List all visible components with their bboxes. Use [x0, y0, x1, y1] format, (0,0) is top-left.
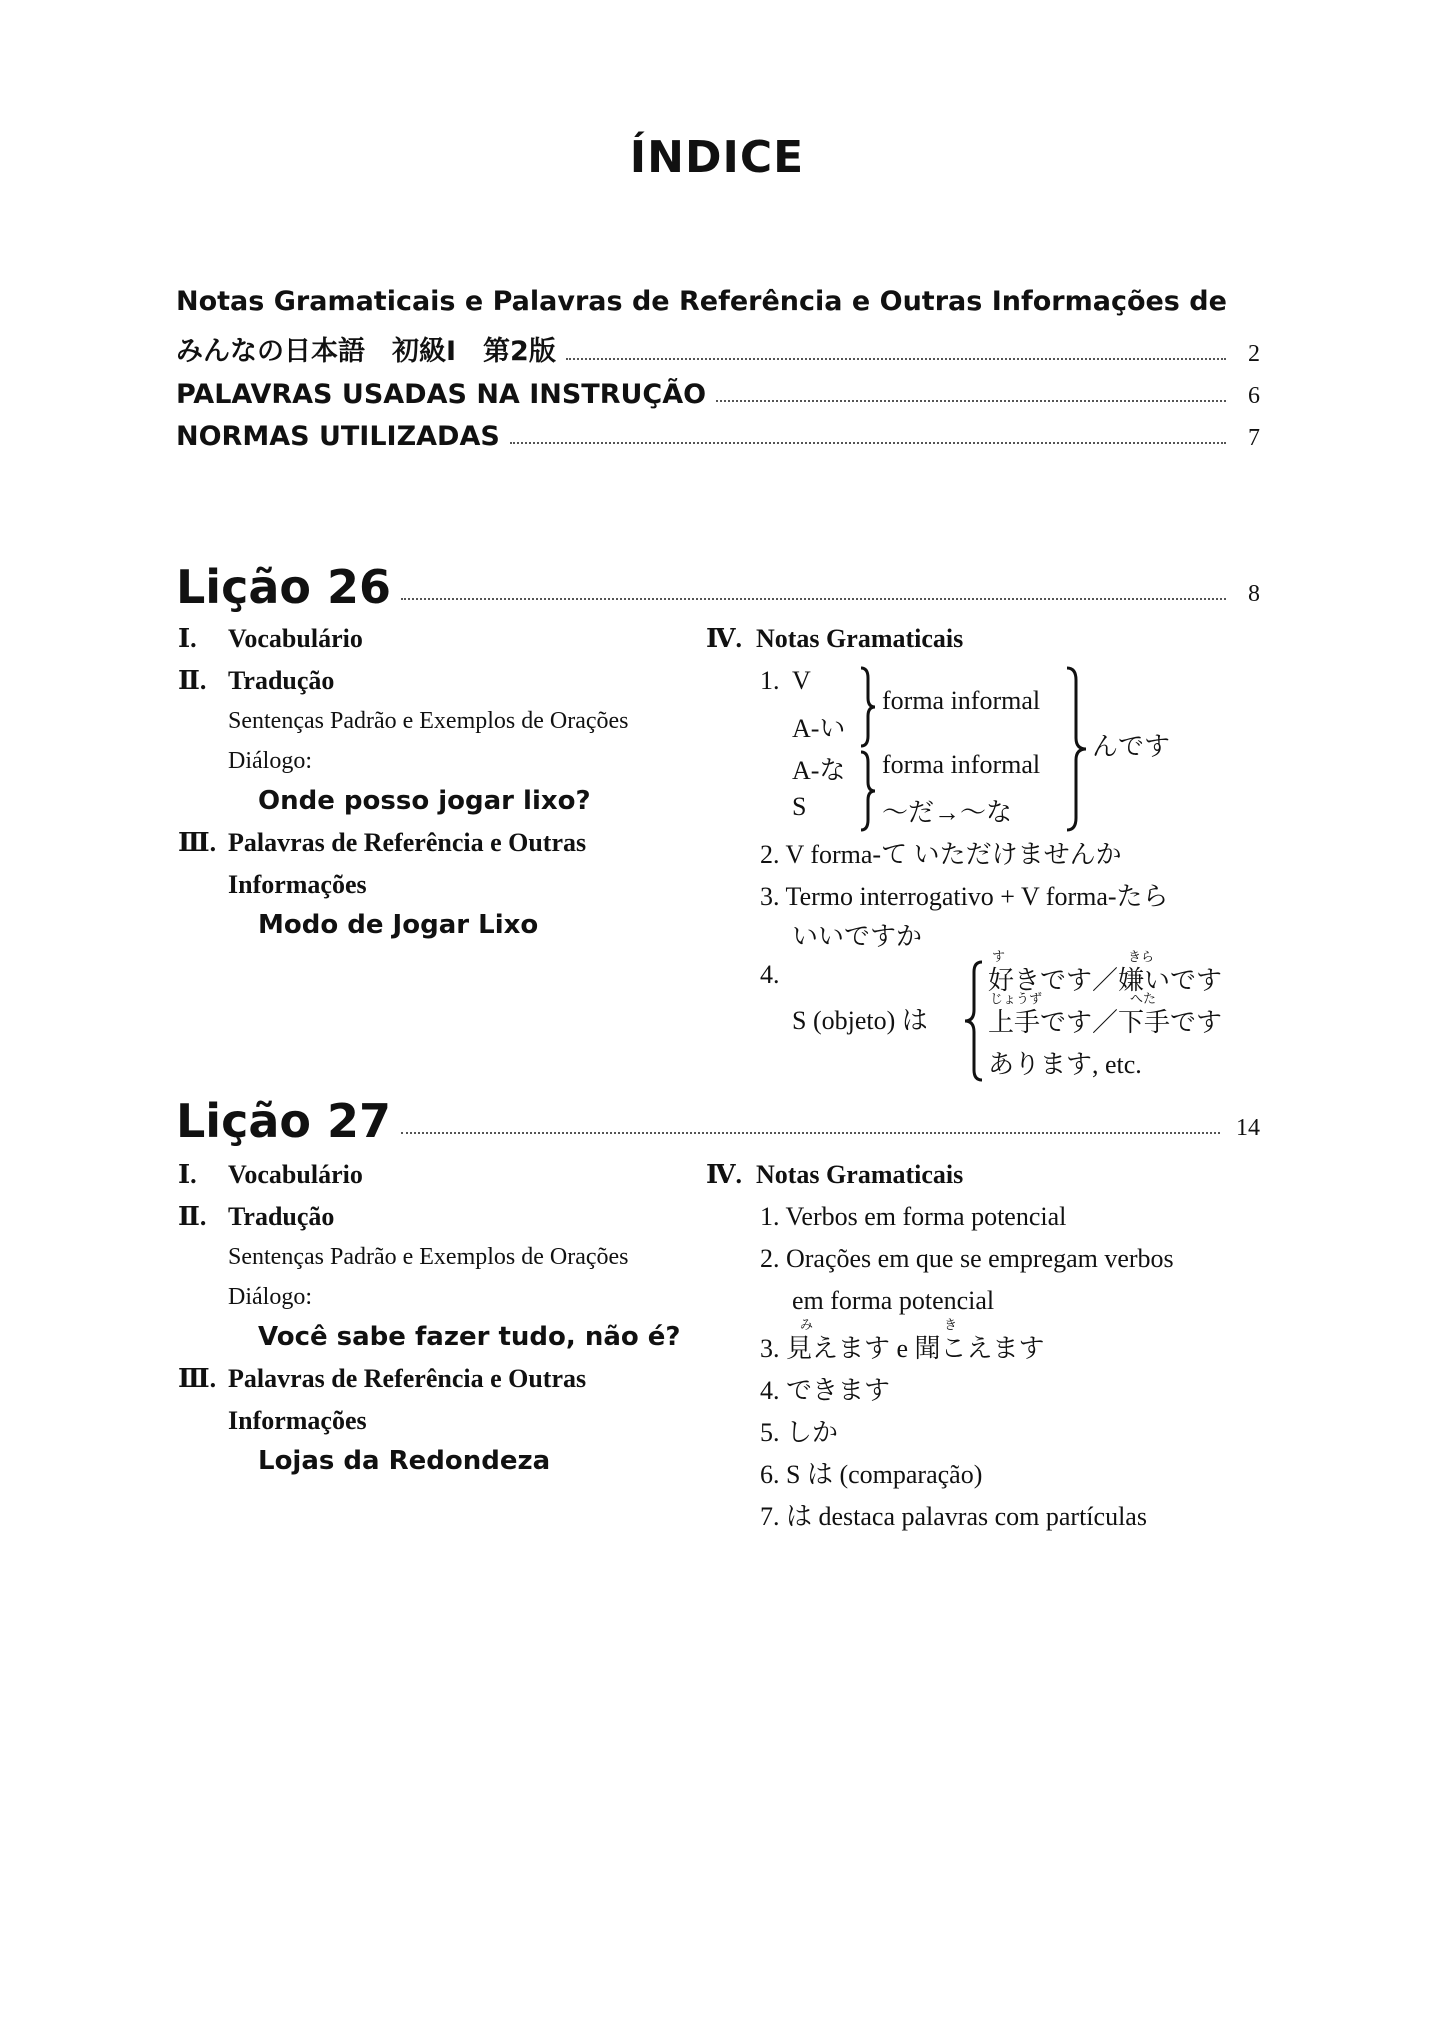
section-notas-gramaticais: Ⅳ. Notas Gramaticais — [706, 1160, 964, 1189]
note-item: 2. Orações em que se empregam verbos — [760, 1244, 1174, 1273]
section-traducao: Ⅱ. Tradução — [178, 1202, 335, 1231]
dot-leader — [401, 1132, 1220, 1134]
dialog-title: Onde posso jogar lixo? — [258, 786, 591, 816]
furigana: み — [800, 1317, 814, 1332]
toc-entry-label: PALAVRAS USADAS NA INSTRUÇÃO — [176, 379, 707, 410]
note-item: 7. は destaca palavras com partículas — [760, 1502, 1147, 1531]
brace-icon — [858, 750, 878, 832]
lesson-heading[interactable] — [176, 560, 1260, 614]
note-1-v: V — [792, 666, 811, 695]
toc-page-number: 2 — [1248, 341, 1260, 367]
lesson-page-number: 14 — [1236, 1115, 1260, 1141]
reference-title: Modo de Jogar Lixo — [258, 910, 539, 940]
lesson-title: Lição 26 — [176, 560, 392, 614]
subsection-sentencas: Sentenças Padrão e Exemplos de Orações — [228, 1244, 629, 1270]
note-item: 6. S は (comparação) — [760, 1460, 983, 1489]
reference-title: Lojas da Redondeza — [258, 1446, 551, 1476]
section-palavras-referencia: Ⅲ. Palavras de Referência e Outras — [178, 1364, 587, 1393]
dot-leader — [716, 400, 1226, 402]
page-title: ÍNDICE — [629, 132, 805, 183]
dot-leader — [401, 598, 1226, 600]
note-item: 3. 見えます e 聞こえます — [760, 1334, 1045, 1363]
note-item-cont: em forma potencial — [792, 1286, 995, 1315]
note-1-form-informal: forma informal — [882, 750, 1041, 779]
section-vocabulario: Ⅰ. Vocabulário — [178, 1160, 363, 1189]
brace-icon — [858, 666, 878, 748]
section-palavras-referencia: Ⅲ. Palavras de Referência e Outras — [178, 828, 587, 857]
subsection-dialogo: Diálogo: — [228, 1284, 312, 1310]
note-4-prefix: 4. — [760, 960, 780, 989]
note-3-cont: いいですか — [792, 922, 923, 951]
section-traducao: Ⅱ. Tradução — [178, 666, 335, 695]
subsection-dialogo: Diálogo: — [228, 748, 312, 774]
lesson-title: Lição 27 — [176, 1094, 392, 1148]
lesson-heading[interactable] — [176, 1094, 1260, 1148]
note-1-ana: A-な — [792, 756, 846, 785]
note-item: 5. しか — [760, 1418, 839, 1447]
dot-leader — [566, 358, 1226, 360]
note-4-option: 好きです／嫌いです — [988, 966, 1223, 995]
toc-page-number: 6 — [1248, 383, 1260, 409]
furigana: す — [992, 949, 1006, 964]
section-palavras-referencia-cont: Informações — [228, 870, 367, 899]
note-1-s: S — [792, 792, 807, 821]
section-palavras-referencia-cont: Informações — [228, 1406, 367, 1435]
toc-entry[interactable] — [176, 370, 1260, 410]
toc-entry[interactable] — [176, 412, 1260, 452]
front-matter-heading: Notas Gramaticais e Palavras de Referência e Outras Informações de — [176, 286, 1227, 317]
note-4-subject: S (objeto) は — [792, 1006, 928, 1035]
furigana: きら — [1128, 949, 1155, 964]
note-item: 4. できます — [760, 1376, 891, 1405]
toc-entry[interactable] — [176, 328, 1260, 368]
furigana: き — [944, 1317, 958, 1332]
toc-entry-label: みんなの日本語 初級Ⅰ 第2版 — [176, 336, 556, 367]
note-item: 1. Verbos em forma potencial — [760, 1202, 1067, 1231]
furigana: じょうず — [990, 991, 1043, 1006]
note-3: 3. Termo interrogativo + V forma-たら — [760, 882, 1169, 911]
note-1-form-informal: forma informal — [882, 686, 1041, 715]
note-1-da-na: ～だ→～な — [882, 798, 1013, 827]
note-4-option: 上手です／下手です — [988, 1008, 1223, 1037]
brace-icon — [962, 960, 986, 1082]
note-1-ndesu: んです — [1092, 732, 1171, 761]
lesson-page-number: 8 — [1248, 581, 1260, 607]
dot-leader — [510, 442, 1226, 444]
note-2: 2. V forma-て いただけませんか — [760, 840, 1122, 869]
note-1-prefix: 1. — [760, 666, 780, 695]
furigana: へた — [1130, 991, 1157, 1006]
brace-icon — [1064, 666, 1090, 832]
section-vocabulario: Ⅰ. Vocabulário — [178, 624, 363, 653]
section-notas-gramaticais: Ⅳ. Notas Gramaticais — [706, 624, 964, 653]
toc-entry-label: NORMAS UTILIZADAS — [176, 421, 500, 452]
toc-page-number: 7 — [1248, 425, 1260, 451]
note-4-option: あります, etc. — [988, 1050, 1142, 1079]
subsection-sentencas: Sentenças Padrão e Exemplos de Orações — [228, 708, 629, 734]
dialog-title: Você sabe fazer tudo, não é? — [258, 1322, 681, 1352]
note-1-ai: A-い — [792, 714, 846, 743]
